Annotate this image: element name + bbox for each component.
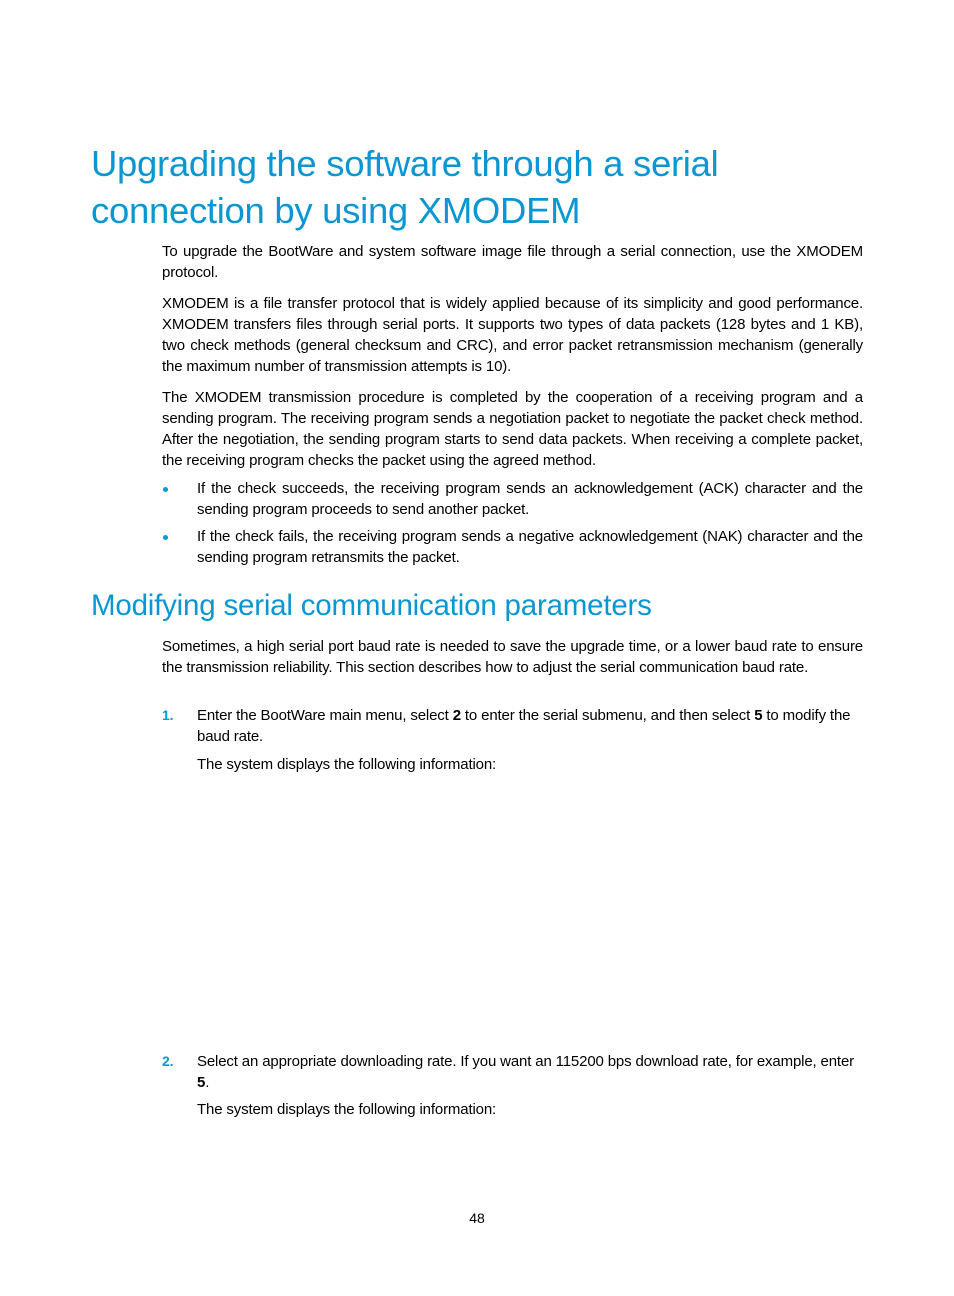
- section-intro-paragraph: Sometimes, a high serial port baud rate is needed to save the upgrade time, or a lower baud rate to ensure the transmission reliability. This section describes how to adjust the serial communication baud rate.: [162, 638, 863, 676]
- bullet-text: If the check succeeds, the receiving program sends an acknowledgement (ACK) character and the sending program proceeds to send another packet.: [197, 480, 863, 518]
- page-number: 48: [469, 1210, 485, 1226]
- page-title: Upgrading the software through a serial connection by using XMODEM: [91, 143, 719, 231]
- bullet-text: If the check fails, the receiving program sends a negative acknowledgement (NAK) character and the sending program retransmits the packet.: [197, 528, 863, 566]
- intro-paragraph-3: The XMODEM transmission procedure is completed by the cooperation of a receiving program and a sending program. The receiving program sends a negotiation packet to negotiate the packet check method. After the negotiation, the sending program starts to send data packets. When receiving a complete packet, the receiving program checks the packet using the agreed method.: [162, 389, 863, 469]
- bullet-icon: [163, 535, 168, 540]
- step-2-followup: The system displays the following information:: [197, 1101, 497, 1118]
- section-heading: Modifying serial communication parameters: [91, 589, 652, 622]
- bullet-icon: [163, 487, 168, 492]
- step-number: 2.: [162, 1053, 174, 1069]
- step-1-followup: The system displays the following information:: [197, 756, 497, 773]
- step-number: 1.: [162, 707, 174, 723]
- intro-paragraph-2: XMODEM is a file transfer protocol that is widely applied because of its simplicity and good performance. XMODEM transfers files through serial ports. It supports two types of data packets (128 bytes and 1 KB), two check methods (general checksum and CRC), and error packet retransmission mechanism (generally the maximum number of transmission attempts is 10).: [162, 295, 863, 375]
- step-text: Select an appropriate downloading rate. If you want an 115200 bps download rate, for example, enter 5.: [197, 1053, 854, 1091]
- step-text: Enter the BootWare main menu, select 2 to enter the serial submenu, and then select 5 to modify the baud rate.: [197, 707, 851, 745]
- intro-paragraph-1: To upgrade the BootWare and system software image file through a serial connection, use the XMODEM protocol.: [162, 243, 863, 281]
